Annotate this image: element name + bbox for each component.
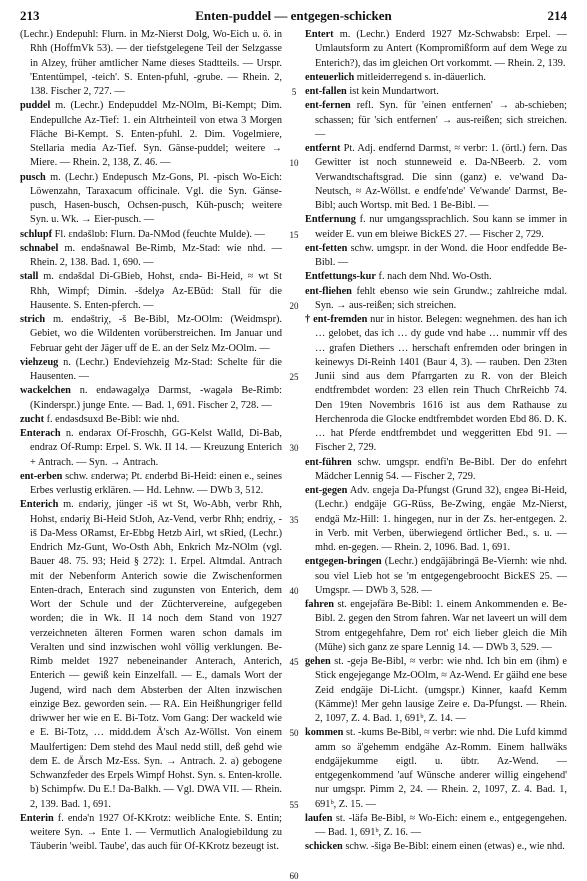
line-number: 15 bbox=[289, 229, 299, 240]
entry-text: f. nur umgangssprachlich. Sou kann se immer in weider E. vun em bleiwe BickES 27. — Fischer 2, 729. bbox=[315, 214, 567, 240]
entry-text: Adv. ɛngeja Da-Pfungst (Grund 32), ɛngeə Bi-Heid, (Lechr.) endgäje GG-Rüss, Be-Zwing, engäe Mz-Nierst, endgä Mz-Hill: 1. hingegen, nur in der Zs. her-entgegen. 2. in Verb. mit Verben, überwiegend örtlicher Bed., s. u. — mhd. en-gegen. — Rhein. 2, 1096. Bad. 1, 691. bbox=[315, 485, 567, 553]
entry-lemma: schnabel bbox=[20, 242, 59, 254]
entry-text: f. endə'n 1927 Of-KKrotz: weibliche Ente. S. Entin; weitere Syn. → Ente 1. — Vermutlich Analogiebildung zu Täuberin 'weibl. Taube', das auch für Of-KKrotz bezeugt ist. bbox=[30, 812, 282, 853]
entry-text: m. ɛndəriχ, jünger -iš wt St, Wo-Abh, verbr Rhh, Hohst, ɛndəriχ Bi-Heid StJoh, Az-Vend, verbr Rhh; endriχ, -iš Da-Mess ORamst, Er-Ebbg Hetzb Airl, wt sRied, (Lechr.) Endrich Mz-Gunt, Wo-Osth Abh, Enkrich Mz-NOlm (vgl. Bauer 48. 75. 93; Heid § 272): 1. Erpel. Altmdal. Antrach mit der Nebenform Anterich sowie die Zwischenformen Enten-drach, Enterach sind zugunsten von Enterich, dem Wort der Schule und der Züchtervereine, aufgegeben worden; die in Wk. II 14 noch dem Stand von 1927 verzeichneten älteren Formen waren schon damals im Veralten und sind inzwischen wohl völlig verklungen. Be-Rimb meldet 1927 nebeneinander Anterach, Anterich, Enterich — gewiß kein Einzelfall. — E., damals Wort der Jugend, wird nach dem Absterben der Alten inzwischen einzige Bez. geworden sein. — RA. Ein Heißhungriger felld driwwer her wie en E. Bi-Totz. Vom Gang: Der wackeld wie e E. Bi-Totz, … midd.dem Ä'sch Az-Wöllst. Von einem Maulfertigen: Dem stehd des Maul nedd still, deß gehd wie dem E. de Ärsch Mz-Ess. Syn. → Antrach. 2. a) gebogene Schwanzfeder des Erpels Wimpf Hohst. Syn. s. Enten-krolle. b) Schimpfw. Du E.! Da-Balkh. — Vgl. DWA VII. — Rhein. 2, 139. Bad. 1, 691. bbox=[30, 499, 282, 810]
page-number-left: 213 bbox=[20, 8, 40, 23]
entry-text: st. -gejə Be-Bibl, ≈ verbr: wie nhd. Ich bin em (ihm) e Stick engejegange Mz-OOlm, ≈ Az-Wend. Er gäihd ene bese Zeid endgäje Di-Licht. (umgspr.) Kinner, kaafd Kemm (Kämme)! Mer gehn lausige Zeire e. Da-Pfungst. — Rhein. 2, 1097, Z. 4. Bad. 1, 691ᵇ, Z. 14. — bbox=[315, 656, 567, 724]
entry-text: (Lechr.) Endepuhl: Flurn. in Mz-Nierst Dolg, Wo-Eich u. ö. in Rhh (HoffmVk 53). — der tiefstgelegene Teil der Selzgasse in Alzey, früher amtlicher Name dieses Stadtteils. — Urspr. 'Ententümpel, -teich'. S. Enten-pfuhl, -grube. — Rhein. 2, 138. Fischer 2, 727. — bbox=[20, 29, 282, 97]
dictionary-entry bbox=[305, 456, 567, 485]
dictionary-entry bbox=[305, 213, 567, 242]
entry-lemma: zucht bbox=[20, 413, 45, 425]
entry-lemma: Entfettungs-kur bbox=[305, 271, 376, 283]
entry-lemma: ent-führen bbox=[305, 456, 352, 468]
dictionary-entry bbox=[305, 270, 567, 284]
entry-lemma: Enterach bbox=[20, 428, 61, 439]
dictionary-entry bbox=[305, 726, 567, 812]
entry-lemma: wackelchen bbox=[20, 385, 71, 397]
entry-lemma: ent-fliehen bbox=[305, 285, 352, 297]
line-number: 60 bbox=[289, 870, 299, 881]
entry-lemma: Entfernung bbox=[305, 214, 356, 226]
entry-lemma: gehen bbox=[305, 656, 331, 667]
entry-text: schw. umgspr. in der Wond. die Hoor endfedde Be-Bibl. — bbox=[315, 242, 567, 268]
entry-text: Pt. Adj. endfernd Darmst, ≈ verbr: 1. (örtl.) fern. Das Gewitter ist noch stunneweid e. Da-NBeerb. 2. vom Verwandtschaftsgrad. Die sinn (ganz) e. ve'wand Da-Neutsch, ≈ Az-Wöllst. e endfe'nde' Ve'wande' Darmst, Be-Bibl; auch Wortsp. mit Bed. 1 Be-Bibl. — bbox=[315, 143, 567, 211]
entry-lemma: Enterich bbox=[20, 499, 59, 511]
entry-lemma: pusch bbox=[20, 171, 46, 183]
entry-text: ist kein Mundartwort. bbox=[349, 86, 439, 97]
entry-lemma: Entert bbox=[305, 29, 334, 40]
entry-text: m. ɛndəšdal Di-GBieb, Hohst, ɛndə- Bi-Heid, ≈ wt St Rhh, Wimpf; Dimin. -šdelχə Az-EBüd: Stall für die Hausente. S. Enten-pferch. — bbox=[30, 271, 282, 311]
entry-text: m. endəšnawəl Be-Rimb, Mz-Stad: wie nhd. — Rhein. 2, 138. Bad. 1, 690. — bbox=[30, 242, 282, 268]
entry-text: m. (Lechr.) Enderd 1927 Mz-Schwabsb: Erpel. — Umlautsform zu Antert (Kompromißform auf dem Wege zu Enterich?), das im gleichen Ort vorkommt. — Rhein. 2, 139. bbox=[315, 29, 567, 69]
entry-text: f. nach dem Nhd. Wo-Osth. bbox=[378, 271, 492, 283]
entry-lemma: ent-fernen bbox=[305, 100, 351, 112]
line-number: 40 bbox=[289, 585, 299, 596]
right-column bbox=[305, 28, 567, 866]
entry-text: n. endərax Of-Froschh, GG-Kelst Walld, Di-Bab, endraz Of-Rump: Erpel. S. Wk. II 14. — Kreuzung Enterich + Antrach. — Syn. → Antrach. bbox=[30, 428, 282, 468]
entry-lemma: schicken bbox=[305, 841, 343, 853]
entry-text: m. (Lechr.) Endepuddel Mz-NOlm, Bi-Kempt; Dim. Endepullche Az-Tief: 1. ein Altrheinteil von etwa 3 Morgen Fläche Bi-Kempt. S. Enten-pfuhl. 2. Dim. Vogelmiere, Stellaria media Az-Tief. Syn. Gänse-puddel; weitere → Miere. — Rhein. 2, 138, Z. 46. — bbox=[30, 100, 282, 169]
entry-text: (Lechr.) endgäjäbringä Be-Viernh: wie nhd. sou viel Lieb hot se 'm entgegengebroocht BickES 25. — Umgspr. — DWb 3, 528. — bbox=[315, 556, 567, 596]
line-number: 35 bbox=[289, 514, 299, 525]
entry-lemma: laufen bbox=[305, 812, 333, 824]
entry-text: m. endəštriχ, -š Be-Bibl, Mz-OOlm: (Weidmspr). Gebiet, wo die Wildenten vorüberstreichen. Im Januar und Februar geht der Jäger uff de E. an der Selz Mz-OOlm. — bbox=[30, 314, 282, 354]
line-number: 20 bbox=[289, 300, 299, 311]
entry-lemma: ent-erben bbox=[20, 470, 63, 482]
dictionary-entry bbox=[20, 470, 282, 499]
entry-text: n. (Lechr.) Endeviehzeig Mz-Stad: Schelte für die Hausenten. — bbox=[30, 356, 282, 382]
entry-text: schw. umgspr. endfi'n Be-Bibl. Der do enfehrt Mädcher Lennig 54. — Fischer 2, 729. bbox=[315, 456, 567, 482]
line-number-gutter bbox=[284, 28, 304, 881]
entry-text: st. engejəfärə Be-Bibl: 1. einem Ankommenden e. Be-Bibl. 2. gegen den Strom fahren. War net laveert un will dem Strom entgegehfahre, Dem rot' eich lieber gleich die Mih (Mühe) sich ganz ze spare Lennig 14. — DWb 3, 529. — bbox=[315, 599, 567, 653]
entry-lemma: puddel bbox=[20, 100, 51, 112]
line-number: 25 bbox=[289, 372, 299, 382]
dictionary-entry bbox=[305, 85, 567, 99]
dictionary-entry bbox=[305, 598, 567, 655]
dictionary-entry bbox=[20, 99, 282, 170]
entry-lemma: entgegen-bringen bbox=[305, 556, 382, 568]
line-number: 10 bbox=[289, 158, 299, 169]
entry-text: m. (Lechr.) Endepusch Mz-Gons, Pl. -pisch Wo-Eich: Löwenzahn, Taraxacum officinale. Vgl. die Syn. Gänse-pusch, Hasen-busch, Ochsen-pusch, Küh-pusch; weitere Syn. u. Wk. → Eier-pusch. — bbox=[30, 171, 282, 226]
entry-text: f. endəsdsuxd Be-Bibl: wie nhd. bbox=[46, 413, 180, 425]
page-number-right: 214 bbox=[547, 8, 567, 23]
dictionary-entry bbox=[20, 812, 282, 855]
dictionary-entry bbox=[305, 484, 567, 555]
dictionary-entry bbox=[20, 28, 282, 99]
line-number: 55 bbox=[289, 799, 299, 810]
entry-text: refl. Syn. für 'einen entfernen' → ab-schieben; schassen; für 'sich entfernen' → aus-reißen; sich streichen. — bbox=[315, 100, 567, 140]
line-number: 45 bbox=[289, 657, 299, 667]
entry-text: fehlt ebenso wie sein Grundw.; zahlreiche mdal. Syn. → aus-reißen; sich streichen. bbox=[315, 285, 567, 311]
entry-lemma: strich bbox=[20, 314, 46, 325]
entry-text: Fl. ɛndəšlɒb: Flurn. Da-NMod (feuchte Mulde). — bbox=[54, 228, 265, 240]
dictionary-entry bbox=[305, 812, 567, 841]
dictionary-entry bbox=[20, 242, 282, 271]
dictionary-entry bbox=[20, 313, 282, 356]
dictionary-entry bbox=[305, 655, 567, 726]
entry-text: n. endəwagəlχə Darmst, -wagələ Be-Rimb: (Kinderspr.) junge Ente. — Bad. 1, 691. Fischer 2, 728. — bbox=[30, 385, 282, 411]
dictionary-entry bbox=[20, 228, 282, 242]
dictionary-entry bbox=[20, 270, 282, 313]
entry-lemma: viehzeug bbox=[20, 356, 59, 368]
page-header bbox=[20, 8, 567, 26]
dictionary-entry bbox=[20, 413, 282, 427]
dictionary-entry bbox=[20, 498, 282, 812]
line-number: 5 bbox=[291, 87, 297, 97]
entry-text: st. -kums Be-Bibl, ≈ verbr: wie nhd. Die Lufd kimmd amm so ä'gehemm endgähe Az-Romm. Einem hallwäks endgäjekumme eigtl. u. übtr. Az-Wend. — entgegenkommend 'auf Wünsche anderer willig eingehend' nur umgspr. Pimm 2, 24. — Rhein. 2, 1097, Z. 4. Bad. 1, 691ᵇ, Z. 15. — bbox=[315, 727, 567, 810]
entry-text: schw. ɛnderwə; Pt. ɛnderbd Bi-Heid: einen e., seines Erbes verlustig erklären. — Hd. Lehnw. — DWb 3, 512. bbox=[30, 470, 282, 496]
dictionary-entry bbox=[20, 427, 282, 470]
dictionary-entry bbox=[305, 142, 567, 213]
entry-lemma: enteuerlich bbox=[305, 71, 355, 83]
entry-lemma: kommen bbox=[305, 727, 344, 739]
dictionary-entry bbox=[305, 840, 567, 854]
entry-lemma: stall bbox=[20, 271, 39, 283]
entry-lemma: ent-gegen bbox=[305, 485, 348, 496]
entry-text: schw. -šigə Be-Bibl: einem einen (etwas) e., wie nhd. bbox=[345, 841, 565, 853]
dictionary-entry bbox=[305, 313, 567, 456]
dictionary-entry bbox=[20, 356, 282, 385]
running-title: Enten-puddel — entgegen-schicken bbox=[195, 8, 392, 23]
dictionary-entry bbox=[305, 28, 567, 71]
entry-text: st. -läfə Be-Bibl, ≈ Wo-Eich: einem e., entgegengehen. — Bad. 1, 691ᵇ, Z. 16. — bbox=[315, 812, 567, 838]
dictionary-entry bbox=[305, 285, 567, 314]
left-column bbox=[20, 28, 282, 866]
dictionary-entry bbox=[305, 555, 567, 598]
entry-lemma: ent-fetten bbox=[305, 242, 348, 254]
entry-text: nur in histor. Belegen: wegnehmen. des han ich … gelobet, das ich … dy gude vnd habe … nummir vff des … grafen Diethers … herschaft enfremden oder bringen in keinewys Di-Reinh 1401 (Baur 4, 3). — rauben. Den 23ten Junii sind aus dem Pfarrgarten zu R. von der Bleich endtfrembdet worden: 23 ellen rein Thuch ChrReichb 74. Den 19ten Novembris 1616 ist aus dem Rathause zu Herchenroda die Glocke endtfrembdet worden Ebd 86. D. K. … hat Pferde endtfrembdet und weggeritten Ebd 91. — Fischer 2, 729. bbox=[315, 314, 567, 454]
entry-lemma: entfernt bbox=[305, 143, 341, 154]
dictionary-entry bbox=[305, 99, 567, 142]
dictionary-entry bbox=[20, 384, 282, 413]
entry-lemma: ent-fallen bbox=[305, 86, 347, 97]
entry-text: mitleiderregend s. in-däuerlich. bbox=[356, 71, 486, 83]
dictionary-entry bbox=[305, 71, 567, 85]
entry-lemma: † ent-fremden bbox=[305, 314, 368, 325]
line-number: 50 bbox=[289, 728, 299, 739]
line-number: 30 bbox=[289, 443, 299, 454]
dictionary-entry bbox=[20, 171, 282, 228]
entry-lemma: fahren bbox=[305, 599, 334, 610]
dictionary-entry bbox=[305, 242, 567, 271]
entry-lemma: schlupf bbox=[20, 228, 53, 240]
entry-lemma: Enterin bbox=[20, 812, 54, 824]
